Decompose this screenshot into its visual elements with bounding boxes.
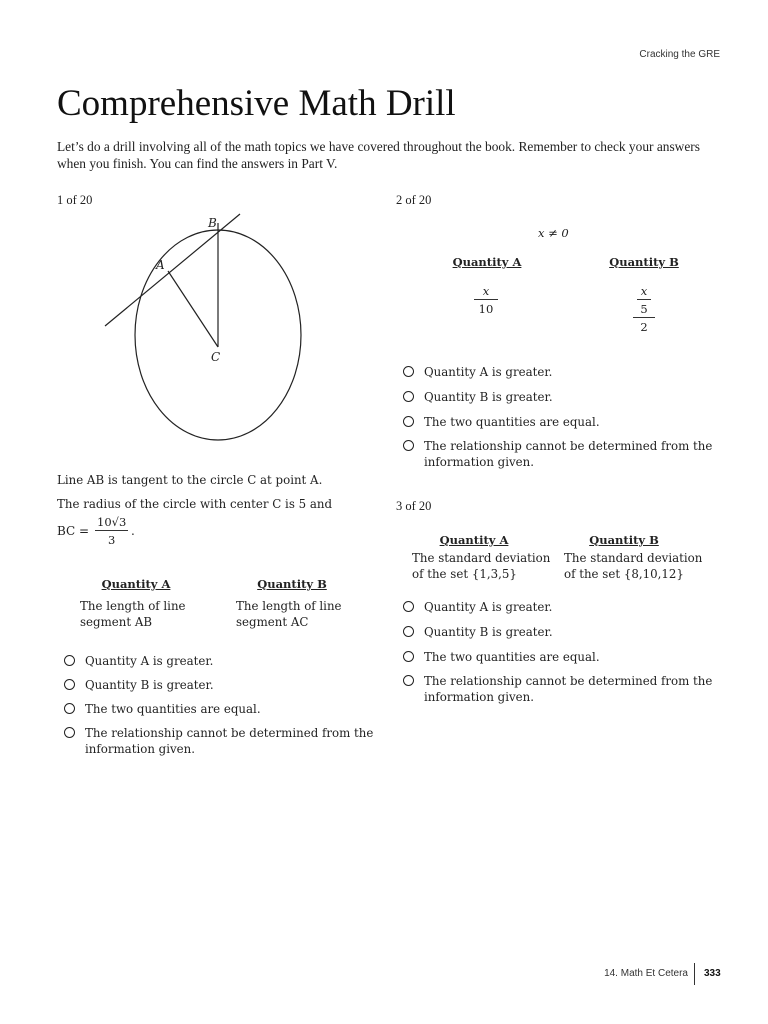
q3-quantity-b-text: The standard deviation of the set {8,10,12} bbox=[564, 551, 703, 581]
bc-numerator: 10√3 bbox=[97, 515, 127, 529]
q2-quantity-a-fraction bbox=[474, 284, 498, 316]
q2-b-inner-numerator: x bbox=[637, 284, 651, 300]
intro-paragraph: Let’s do a drill involving all of the math topics we have covered throughout the book. Remember to check your answers when you finish. You can find the answers in Part V. bbox=[57, 139, 700, 171]
choice-label: The relationship cannot be determined from the information given. bbox=[424, 674, 713, 704]
q2-quantity-a-header: Quantity A bbox=[452, 255, 522, 269]
radio-button[interactable] bbox=[403, 366, 414, 377]
choice-label: The two quantities are equal. bbox=[424, 650, 600, 664]
label-point-a: A bbox=[156, 258, 165, 272]
q3-quantity-a-header: Quantity A bbox=[439, 533, 509, 547]
segment-ac bbox=[168, 271, 218, 347]
bc-lhs: BC = bbox=[57, 524, 90, 538]
radio-button[interactable] bbox=[403, 626, 414, 637]
q1-statement-radius: The radius of the circle with center C is 5 and bbox=[57, 497, 333, 511]
radio-button[interactable] bbox=[403, 391, 414, 402]
q3-answer-choices bbox=[403, 599, 713, 709]
label-point-b: B bbox=[208, 216, 217, 230]
q2-quantity-b-fraction bbox=[633, 284, 655, 336]
choice-label: Quantity A is greater. bbox=[424, 600, 553, 614]
footer-chapter: 14. Math Et Cetera bbox=[604, 968, 688, 979]
q1-quantity-b-text: The length of line segment AC bbox=[236, 599, 342, 629]
running-head: Cracking the GRE bbox=[639, 49, 720, 60]
radio-button[interactable] bbox=[64, 703, 75, 714]
q2-a-denominator: 10 bbox=[478, 302, 494, 316]
q2-condition: x ≠ 0 bbox=[538, 226, 569, 240]
tangent-circle-diagram bbox=[100, 208, 310, 448]
radio-button[interactable] bbox=[64, 655, 75, 666]
question-2-number: 2 of 20 bbox=[396, 193, 432, 207]
bc-period: . bbox=[131, 524, 135, 538]
q1-quantity-b-header: Quantity B bbox=[257, 577, 327, 591]
radio-button[interactable] bbox=[403, 601, 414, 612]
question-1-number: 1 of 20 bbox=[57, 193, 93, 207]
radio-button[interactable] bbox=[403, 675, 414, 686]
q1-bc-equation bbox=[57, 515, 217, 555]
radio-button[interactable] bbox=[64, 727, 75, 738]
choice-label: Quantity B is greater. bbox=[424, 625, 553, 639]
radio-button[interactable] bbox=[403, 416, 414, 427]
choice-label: The relationship cannot be determined from the information given. bbox=[424, 439, 713, 469]
choice-label: The two quantities are equal. bbox=[85, 702, 261, 716]
radio-button[interactable] bbox=[64, 679, 75, 690]
q2-a-numerator: x bbox=[474, 284, 498, 300]
q1-quantity-a-text: The length of line segment AB bbox=[80, 599, 186, 629]
label-point-c: C bbox=[211, 350, 221, 364]
q2-b-denominator: 2 bbox=[640, 320, 648, 334]
q2-b-inner-denominator: 5 bbox=[640, 302, 648, 316]
radio-button[interactable] bbox=[403, 440, 414, 451]
page-title: Comprehensive Math Drill bbox=[57, 83, 456, 124]
choice-label: Quantity A is greater. bbox=[85, 654, 214, 668]
q3-quantity-a-text: The standard deviation of the set {1,3,5} bbox=[412, 551, 551, 581]
q3-quantity-b-header: Quantity B bbox=[589, 533, 659, 547]
question-3-number: 3 of 20 bbox=[396, 499, 432, 513]
q2-answer-choices bbox=[403, 364, 713, 474]
q2-b-main-bar bbox=[633, 317, 655, 318]
q2-quantity-b-header: Quantity B bbox=[609, 255, 679, 269]
choice-label: The relationship cannot be determined from the information given. bbox=[85, 726, 374, 756]
q1-quantity-a-header: Quantity A bbox=[101, 577, 171, 591]
q1-statement-tangent: Line AB is tangent to the circle C at point A. bbox=[57, 473, 323, 487]
choice-label: The two quantities are equal. bbox=[424, 415, 600, 429]
page-number: 333 bbox=[704, 968, 721, 979]
footer-divider bbox=[694, 963, 695, 985]
radio-button[interactable] bbox=[403, 651, 414, 662]
bc-denominator: 3 bbox=[107, 533, 116, 547]
choice-label: Quantity A is greater. bbox=[424, 365, 553, 379]
q2-b-inner-fraction bbox=[637, 284, 651, 316]
tangent-line-ab bbox=[105, 214, 240, 326]
choice-label: Quantity B is greater. bbox=[424, 390, 553, 404]
choice-label: Quantity B is greater. bbox=[85, 678, 214, 692]
bc-fraction bbox=[95, 515, 128, 547]
q1-answer-choices bbox=[64, 653, 374, 763]
